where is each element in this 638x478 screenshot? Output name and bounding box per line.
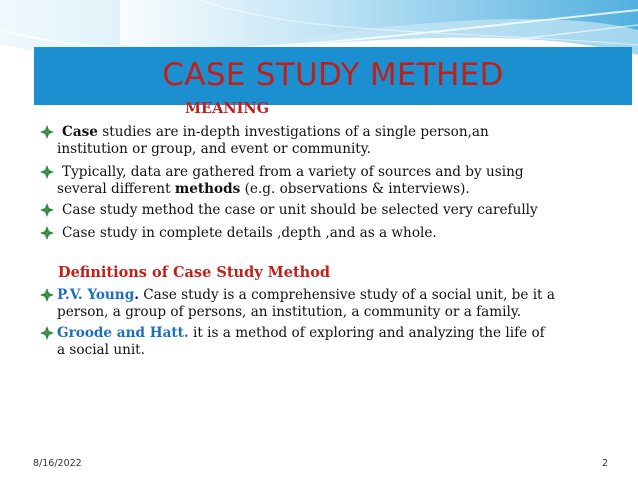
meaning-heading: MEANING [185,100,270,117]
bullet-complete [40,225,610,242]
keyword-methods: methods [174,180,241,197]
author-groode-hatt: Groode and Hatt. [57,325,189,341]
slide-title: CASE STUDY METHED [162,57,504,93]
definitions-heading: Definitions of Case Study Method [58,264,331,281]
author-period: . [134,287,139,303]
bullet-text-line2-post: (e.g. observations & interviews). [240,180,470,197]
diamond-bullet-icon [40,326,54,340]
bullet-selection [40,202,610,219]
diamond-bullet-icon [40,125,54,139]
definition-groode-hatt [40,325,610,358]
author-pv-young: P.V. Young [57,287,135,303]
footer-page-number: 2 [601,458,608,469]
definition-pv-young [40,287,610,320]
definition-text: Case study is a comprehensive study of a social unit, be it a [138,287,555,303]
bullet-text-line2-pre: several different [57,180,175,197]
bullet-text-line2: institution or group, and event or community. [57,140,371,157]
bullet-typically [40,164,610,197]
definition-text-line2: a social unit. [57,341,145,358]
definition-text-line2: person, a group of persons, an institution, a community or a family. [57,303,522,320]
bullet-text: Case study method the case or unit should be selected very carefully [62,202,538,218]
bullet-text: Case study in complete details ,depth ,and as a whole. [62,225,437,241]
diamond-bullet-icon [40,203,54,217]
diamond-bullet-icon [40,288,54,302]
bullet-case-studies [40,124,610,157]
definition-text: it is a method of exploring and analyzing the life of [188,325,545,341]
bullet-text: studies are in-depth investigations of a single person,an [97,124,489,140]
keyword-case: Case [62,124,98,140]
diamond-bullet-icon [40,165,54,179]
diamond-bullet-icon [40,226,54,240]
bullet-text: Typically, data are gathered from a variety of sources and by using [62,164,524,180]
footer-date: 8/16/2022 [33,458,82,469]
